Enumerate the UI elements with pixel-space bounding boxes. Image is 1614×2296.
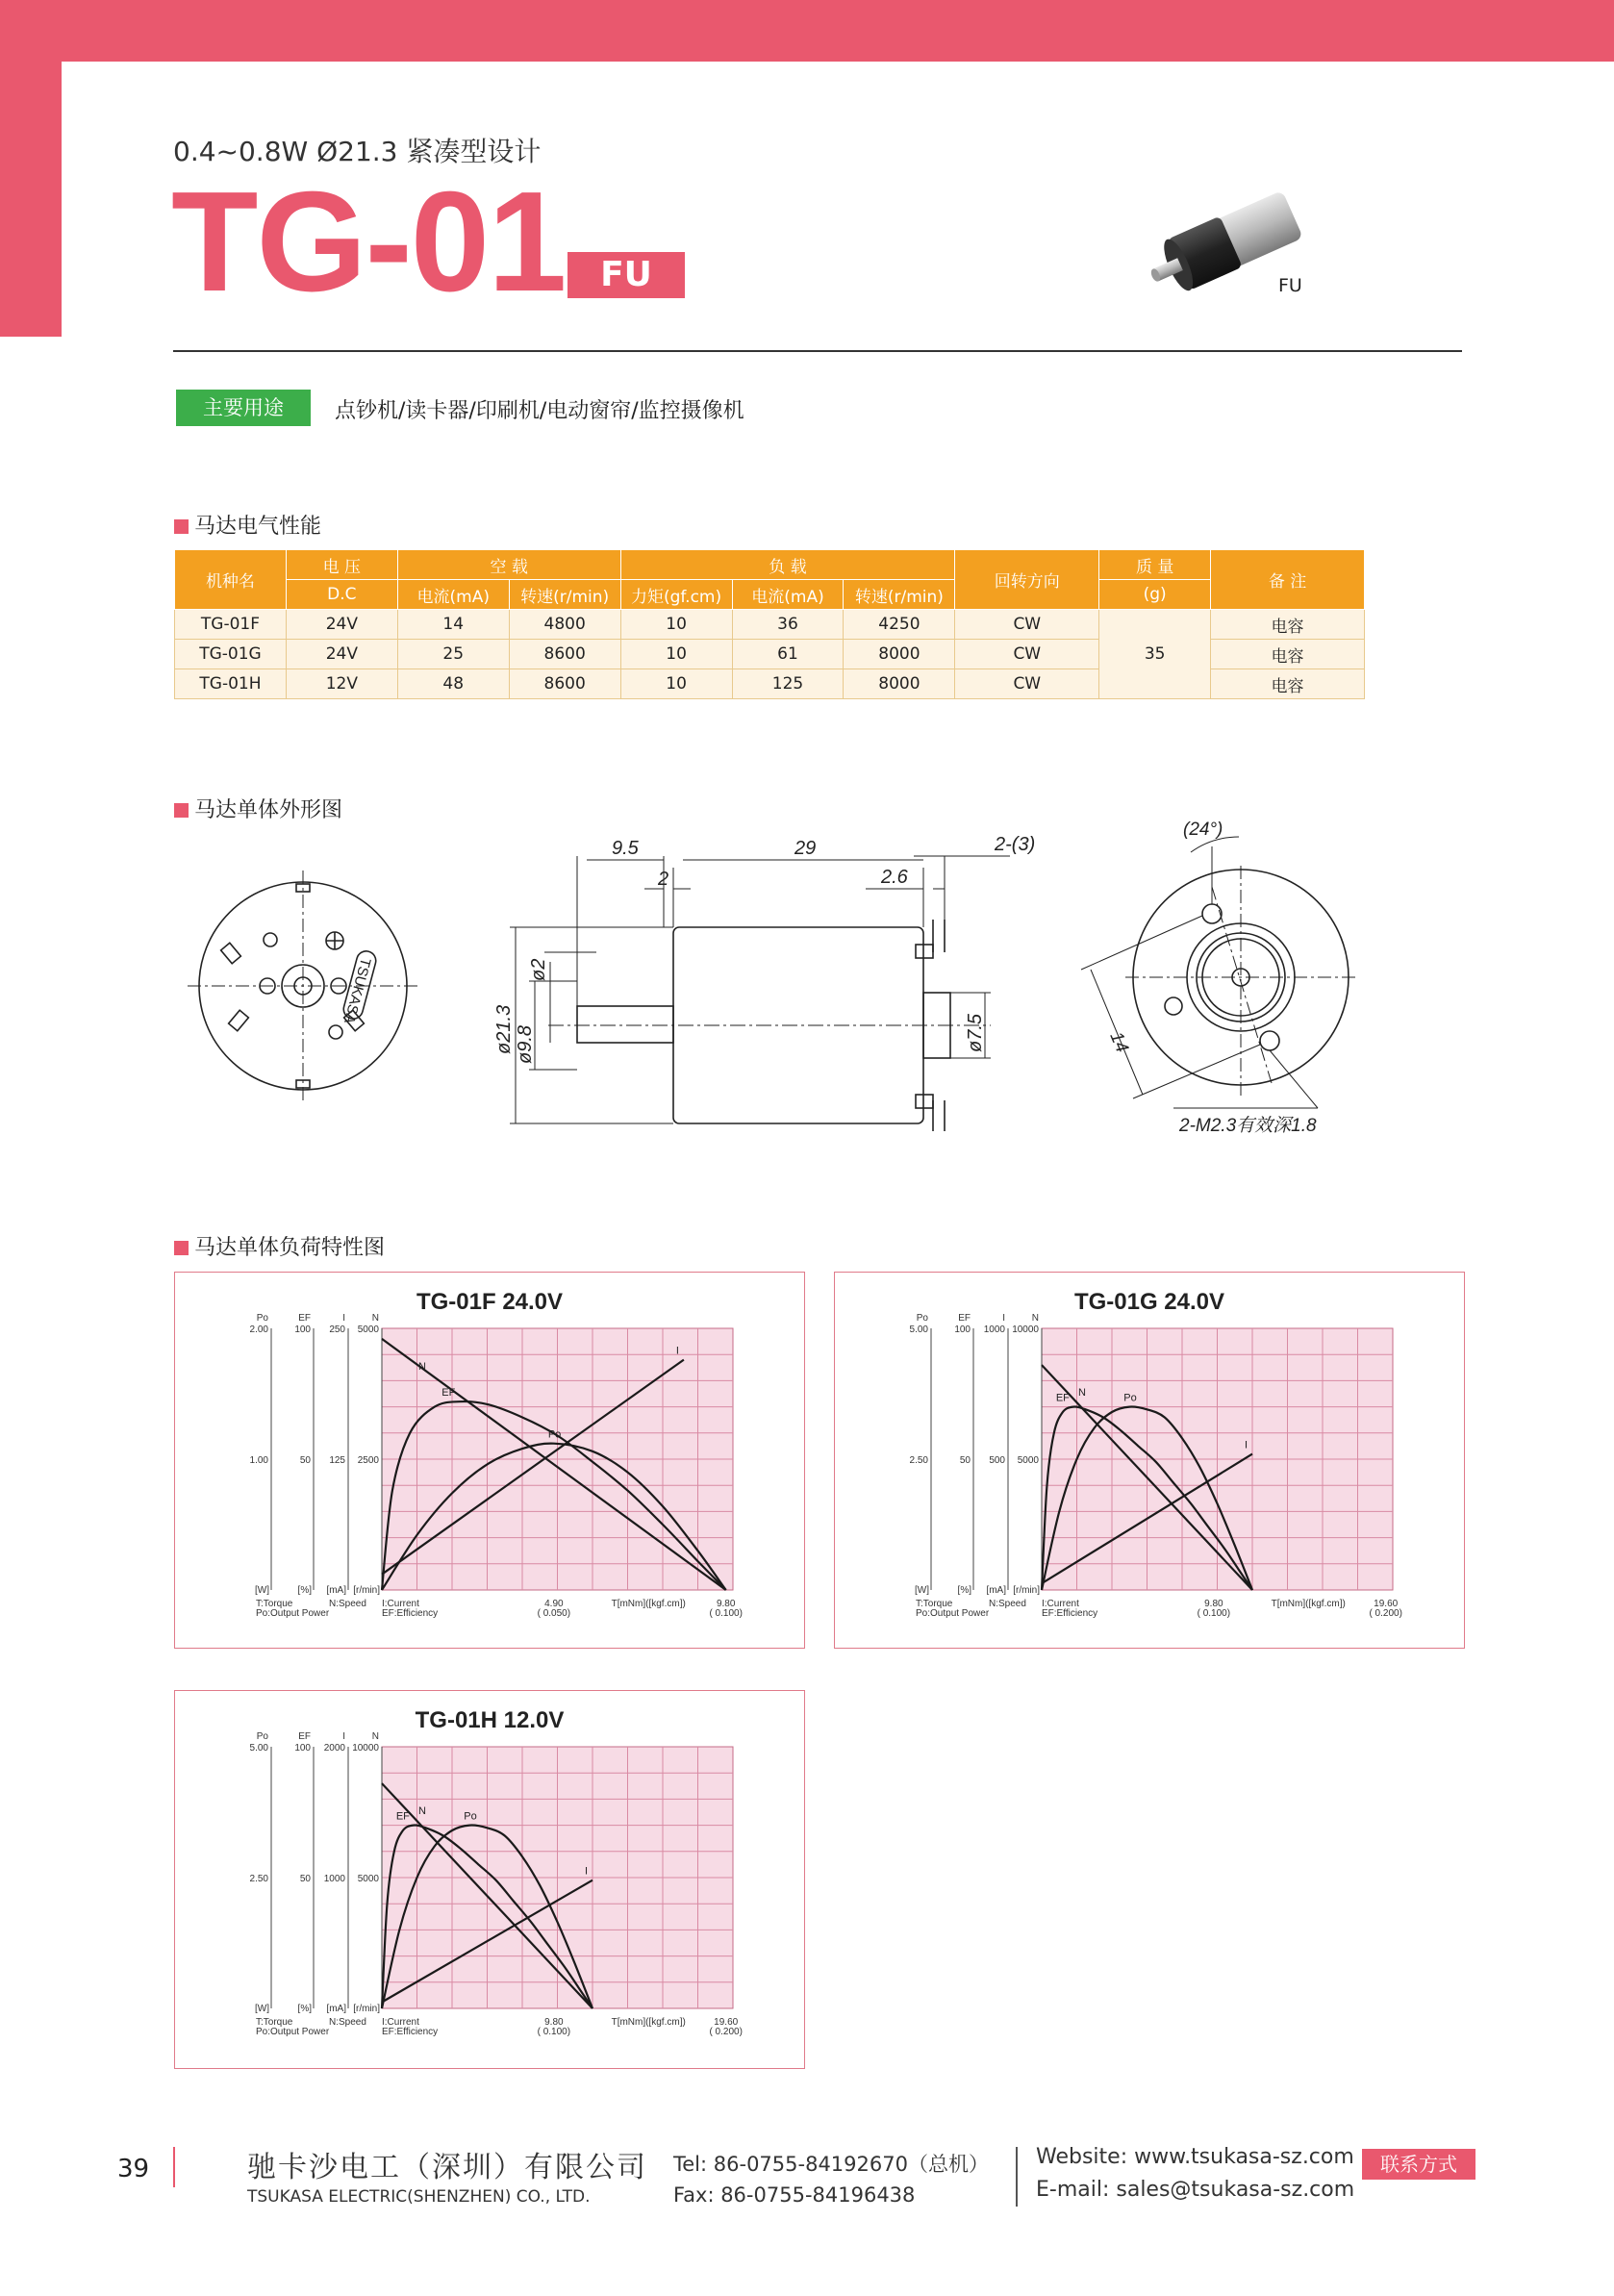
x-tick-sublabel: ( 0.100) (537, 2027, 571, 2037)
cell-voltage: 12V (286, 669, 397, 699)
cell-voltage: 24V (286, 640, 397, 669)
x-axis-label: T[mNm]([kgf.cm]) (611, 1599, 686, 1609)
chart-frame-tg01g (834, 1272, 1465, 1649)
axis-unit-i: [mA] (326, 1585, 346, 1596)
legend-efficiency: EF:Efficiency (382, 2027, 439, 2037)
legend-torque: T:Torque (256, 1599, 293, 1609)
axis-head-i: I (342, 1313, 345, 1324)
axis-max-ef: 100 (294, 1325, 311, 1335)
cell-note: 电容 (1211, 610, 1365, 640)
x-tick-sublabel: ( 0.050) (537, 1608, 571, 1619)
legend-speed: N:Speed (329, 2017, 366, 2028)
curve-label-n: N (418, 1805, 426, 1818)
cell-direction: CW (955, 669, 1099, 699)
x-tick-label: 9.80 (716, 1599, 736, 1609)
axis-head-ef: EF (298, 1731, 311, 1742)
footer-website[interactable]: Website: www.tsukasa-sz.com (1036, 2145, 1354, 2169)
cell-noload-current: 25 (397, 640, 509, 669)
axis-mid-n: 2500 (357, 1455, 379, 1466)
axis-mid-ef: 50 (299, 1874, 311, 1884)
curve-label-i: I (675, 1345, 679, 1357)
x-tick-sublabel: ( 0.100) (1197, 1608, 1231, 1619)
legend-current: I:Current (382, 1599, 419, 1609)
th-voltage: 电 压 (286, 550, 397, 580)
cell-noload-speed: 4800 (509, 610, 620, 640)
dim-2-6: 2.6 (881, 867, 908, 888)
axis-mid-n: 5000 (1017, 1455, 1039, 1466)
curve-label-po: Po (1123, 1392, 1137, 1404)
x-axis-label: T[mNm]([kgf.cm]) (611, 2017, 686, 2028)
footer-email[interactable]: E-mail: sales@tsukasa-sz.com (1036, 2178, 1355, 2202)
cell-note: 电容 (1211, 640, 1365, 669)
x-tick-label: 9.80 (544, 2017, 564, 2028)
th-direction: 回转方向 (955, 550, 1099, 610)
axis-mid-i: 1000 (323, 1874, 345, 1884)
electrical-spec-table (174, 549, 1365, 699)
axis-unit-ef: [%] (297, 1585, 312, 1596)
model-suffix-badge: FU (567, 252, 685, 298)
company-name-cn: 驰卡沙电工（深圳）有限公司 (247, 2151, 647, 2184)
axis-head-n: N (371, 1731, 379, 1742)
model-title: TG-01 (171, 163, 566, 321)
th-note: 备 注 (1211, 550, 1365, 610)
cell-load-speed: 8000 (844, 669, 955, 699)
table-row (175, 610, 1365, 640)
section-drawing-title: 马达单体外形图 (174, 794, 342, 823)
axis-head-ef: EF (958, 1313, 971, 1324)
axis-max-po: 2.00 (249, 1325, 268, 1335)
x-tick-label: 19.60 (1374, 1599, 1399, 1609)
load-chart-tg01f (175, 1273, 804, 1648)
x-tick-label: 19.60 (714, 2017, 739, 2028)
th-mass-unit: (g) (1099, 580, 1211, 610)
product-subtitle: 0.4~0.8W Ø21.3 紧凑型设计 (173, 136, 542, 167)
axis-head-po: Po (256, 1731, 268, 1742)
axis-unit-po: [W] (915, 1585, 929, 1596)
cell-noload-speed: 8600 (509, 669, 620, 699)
curve-label-i: I (585, 1865, 589, 1878)
cell-model: TG-01G (175, 640, 287, 669)
cell-torque: 10 (620, 640, 732, 669)
th-noload-current: 电流(mA) (397, 580, 509, 610)
motor-front-view-drawing (1068, 808, 1375, 1145)
axis-unit-po: [W] (255, 2004, 269, 2014)
legend-efficiency: EF:Efficiency (1042, 1608, 1098, 1619)
axis-mid-po: 2.50 (909, 1455, 928, 1466)
legend-output-power: Po:Output Power (256, 1608, 330, 1619)
axis-unit-ef: [%] (297, 2004, 312, 2014)
th-load-current: 电流(mA) (732, 580, 844, 610)
cell-load-current: 61 (732, 640, 844, 669)
company-name-en: TSUKASA ELECTRIC(SHENZHEN) CO., LTD. (247, 2187, 591, 2207)
dim-phi7-5: ø7.5 (965, 1013, 986, 1052)
load-chart-tg01h (175, 1691, 804, 2068)
chart-frame-tg01f (174, 1272, 805, 1649)
cell-noload-speed: 8600 (509, 640, 620, 669)
footer-tel: Tel: 86-0755-84192670（总机） (673, 2153, 989, 2176)
axis-max-n: 5000 (357, 1325, 379, 1335)
th-noload: 空 载 (397, 550, 620, 580)
axis-unit-po: [W] (255, 1585, 269, 1596)
cell-torque: 10 (620, 610, 732, 640)
cell-load-current: 125 (732, 669, 844, 699)
axis-max-ef: 100 (294, 1743, 311, 1754)
th-load: 负 载 (620, 550, 955, 580)
th-load-torque: 力矩(gf.cm) (620, 580, 732, 610)
cell-direction: CW (955, 640, 1099, 669)
curve-label-ef: EF (395, 1810, 410, 1823)
cell-noload-current: 48 (397, 669, 509, 699)
top-accent-bar (0, 0, 1614, 62)
curve-label-po: Po (547, 1428, 562, 1441)
x-tick-sublabel: ( 0.100) (709, 1608, 743, 1619)
cell-noload-current: 14 (397, 610, 509, 640)
legend-output-power: Po:Output Power (256, 2027, 330, 2037)
chart-title: TG-01G 24.0V (1073, 1289, 1225, 1315)
axis-max-i: 250 (329, 1325, 345, 1335)
x-tick-sublabel: ( 0.200) (1369, 1608, 1402, 1619)
x-tick-label: 4.90 (544, 1599, 564, 1609)
dim-2-3: 2-(3) (995, 834, 1036, 855)
legend-current: I:Current (1042, 1599, 1079, 1609)
dim-angle-24: (24°) (1183, 820, 1223, 840)
dim-phi9-8: ø9.8 (515, 1024, 536, 1064)
section-curves-title: 马达单体负荷特性图 (174, 1231, 385, 1261)
cell-direction: CW (955, 610, 1099, 640)
curve-label-n: N (418, 1360, 426, 1373)
axis-head-ef: EF (298, 1313, 311, 1324)
th-voltage-dc: D.C (286, 580, 397, 610)
axis-max-po: 5.00 (909, 1325, 928, 1335)
axis-mid-i: 125 (329, 1455, 345, 1466)
axis-mid-ef: 50 (299, 1455, 311, 1466)
axis-unit-i: [mA] (986, 1585, 1006, 1596)
dim-phi21-3: ø21.3 (493, 1004, 515, 1054)
chart-title: TG-01F 24.0V (416, 1289, 564, 1315)
legend-output-power: Po:Output Power (916, 1608, 990, 1619)
axis-unit-n: [r/min] (353, 1585, 380, 1596)
legend-torque: T:Torque (916, 1599, 953, 1609)
axis-mid-n: 5000 (357, 1874, 379, 1884)
axis-mid-po: 1.00 (249, 1455, 268, 1466)
curve-label-i: I (1245, 1439, 1248, 1451)
dim-29: 29 (794, 838, 817, 859)
motor-rear-view-drawing (183, 866, 442, 1116)
brand-mark: TSUKASA (340, 955, 374, 1026)
th-load-speed: 转速(r/min) (844, 580, 955, 610)
x-tick-label: 9.80 (1204, 1599, 1223, 1609)
chart-frame-tg01h (174, 1690, 805, 2069)
axis-mid-ef: 50 (959, 1455, 971, 1466)
legend-torque: T:Torque (256, 2017, 293, 2028)
x-tick-sublabel: ( 0.200) (709, 2027, 743, 2037)
axis-unit-i: [mA] (326, 2004, 346, 2014)
curve-label-ef: EF (441, 1387, 456, 1400)
axis-head-i: I (342, 1731, 345, 1742)
dim-phi2: ø2 (528, 958, 549, 981)
dim-14: 14 (1105, 1028, 1132, 1056)
cell-load-speed: 4250 (844, 610, 955, 640)
axis-head-po: Po (916, 1313, 928, 1324)
cell-load-speed: 8000 (844, 640, 955, 669)
legend-speed: N:Speed (329, 1599, 366, 1609)
cell-model: TG-01F (175, 610, 287, 640)
axis-mid-po: 2.50 (249, 1874, 268, 1884)
axis-max-i: 2000 (323, 1743, 345, 1754)
load-chart-tg01g (835, 1273, 1464, 1648)
th-model: 机种名 (175, 550, 287, 610)
cell-voltage: 24V (286, 610, 397, 640)
chart-title: TG-01H 12.0V (415, 1707, 565, 1733)
axis-max-ef: 100 (954, 1325, 971, 1335)
legend-speed: N:Speed (989, 1599, 1026, 1609)
legend-current: I:Current (382, 2017, 419, 2028)
header-divider (173, 350, 1462, 352)
axis-unit-ef: [%] (957, 1585, 971, 1596)
axis-mid-i: 500 (989, 1455, 1005, 1466)
cell-mass: 35 (1099, 610, 1211, 699)
axis-unit-n: [r/min] (1013, 1585, 1040, 1596)
dim-9-5: 9.5 (612, 838, 639, 859)
axis-head-n: N (371, 1313, 379, 1324)
axis-max-n: 10000 (352, 1743, 379, 1754)
curve-label-po: Po (464, 1810, 477, 1823)
axis-head-n: N (1031, 1313, 1039, 1324)
axis-unit-n: [r/min] (353, 2004, 380, 2014)
axis-max-po: 5.00 (249, 1743, 268, 1754)
side-accent-bar (0, 0, 62, 337)
page-number: 39 (117, 2155, 150, 2183)
th-noload-speed: 转速(r/min) (509, 580, 620, 610)
footer-divider (1016, 2147, 1018, 2207)
footer-accent-bar (173, 2147, 175, 2187)
dim-2: 2 (658, 869, 669, 890)
cell-torque: 10 (620, 669, 732, 699)
cell-model: TG-01H (175, 669, 287, 699)
curve-label-ef: EF (1055, 1392, 1070, 1404)
footer-fax: Fax: 86-0755-84196438 (673, 2183, 916, 2207)
cell-load-current: 36 (732, 610, 844, 640)
motor-photo (1135, 169, 1337, 314)
axis-head-po: Po (256, 1313, 268, 1324)
th-mass: 质 量 (1099, 550, 1211, 580)
axis-head-i: I (1002, 1313, 1005, 1324)
section-electrical-title: 马达电气性能 (174, 510, 321, 540)
dim-thread: 2-M2.3有效深1.8 (1179, 1116, 1317, 1136)
contact-tag: 联系方式 (1362, 2149, 1475, 2180)
axis-max-n: 10000 (1012, 1325, 1039, 1335)
cell-note: 电容 (1211, 669, 1365, 699)
axis-max-i: 1000 (983, 1325, 1005, 1335)
usage-tag: 主要用途 (176, 390, 311, 426)
x-axis-label: T[mNm]([kgf.cm]) (1271, 1599, 1346, 1609)
curve-label-n: N (1078, 1387, 1086, 1400)
motor-side-view-drawing (471, 827, 1039, 1145)
usage-text: 点钞机/读卡器/印刷机/电动窗帘/监控摄像机 (335, 399, 744, 423)
legend-efficiency: EF:Efficiency (382, 1608, 439, 1619)
photo-caption: FU (1278, 275, 1302, 296)
